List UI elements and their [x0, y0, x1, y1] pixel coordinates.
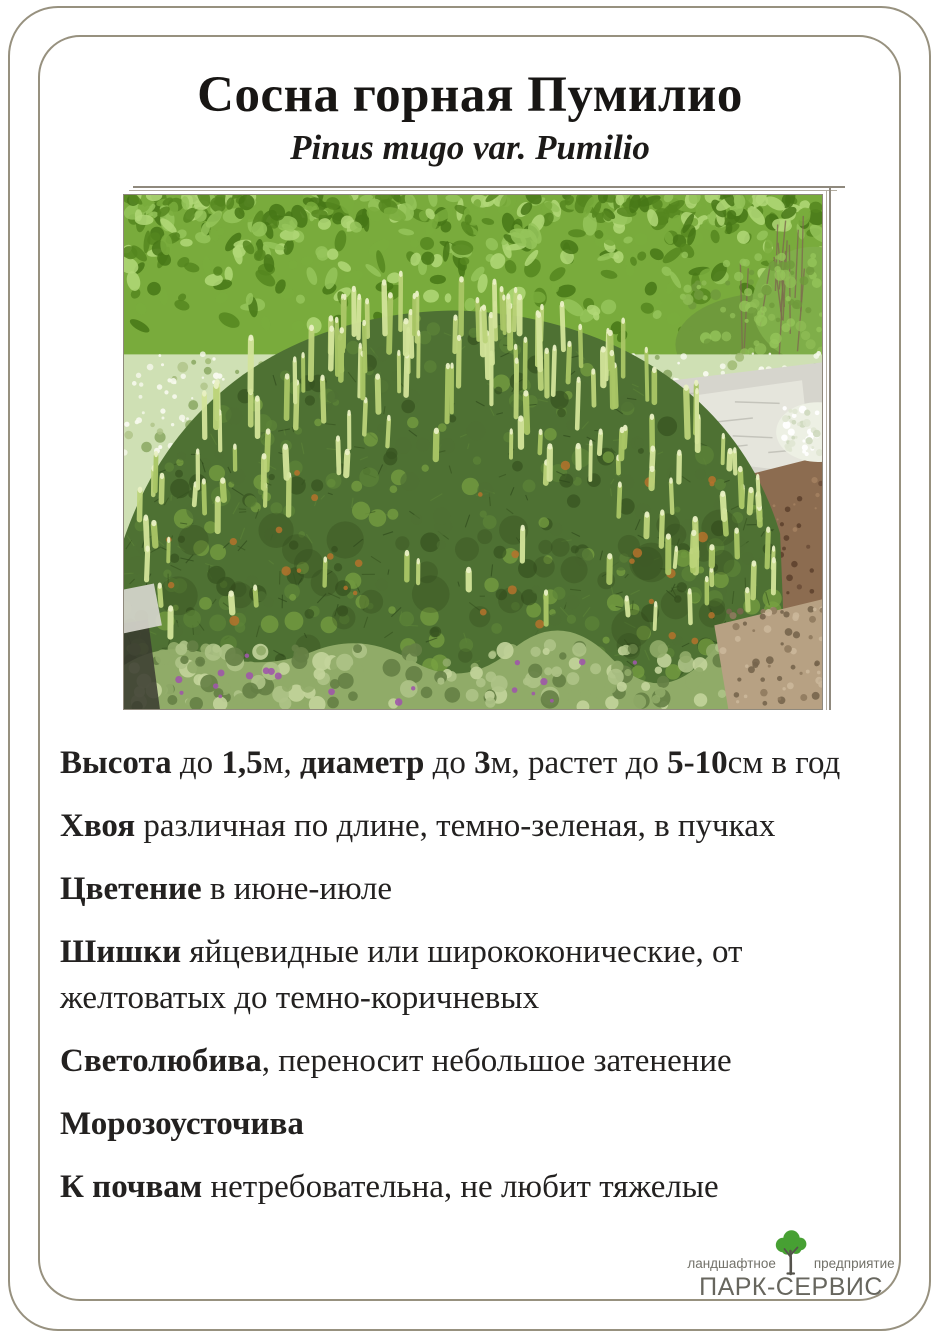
- text-run: различная по длине, темно-зеленая, в пучках: [135, 808, 776, 844]
- text-run: К почвам: [60, 1169, 203, 1205]
- photo-frame-line: [133, 186, 845, 188]
- text-run: Светолюбива: [60, 1043, 262, 1079]
- spec-cones: [60, 929, 894, 1021]
- text-run: в июне-июле: [201, 871, 392, 907]
- text-run: Морозоусточива: [60, 1106, 304, 1142]
- spec-height: [60, 740, 894, 786]
- plant-specs: [60, 740, 894, 1227]
- text-run: яйцевидные или ширококонические, от желтоватых до темно-коричневых: [60, 934, 743, 1016]
- text-run: Шишки: [60, 934, 182, 970]
- text-run: до: [424, 745, 475, 781]
- text-run: Цветение: [60, 871, 202, 907]
- text-run: 3: [474, 745, 491, 781]
- spec-frost: [60, 1101, 894, 1147]
- text-run: Высота: [60, 745, 172, 781]
- spec-soil: [60, 1164, 720, 1210]
- text-run: Хвоя: [60, 808, 136, 844]
- text-run: м,: [262, 745, 301, 781]
- photo-frame-line: [829, 186, 831, 710]
- text-run: 5-10: [667, 745, 728, 781]
- logo-tagline: [684, 1256, 898, 1271]
- text-run: диаметр: [300, 745, 425, 781]
- logo-company-name: ПАРК-СЕРВИС: [699, 1273, 883, 1301]
- text-run: , переносит небольшое затенение: [261, 1043, 732, 1079]
- text-run: см в год: [727, 745, 841, 781]
- plant-photo: [123, 194, 823, 710]
- spec-bloom: [60, 866, 894, 912]
- park-service-logo: [684, 1226, 898, 1302]
- plant-latin-name: Pinus mugo var. Pumilio: [290, 128, 650, 167]
- spec-needles: [60, 803, 894, 849]
- spec-light: [60, 1038, 894, 1084]
- text-run: до: [171, 745, 222, 781]
- text-run: 1,5: [221, 745, 263, 781]
- plant-title: Сосна горная Пумилио: [197, 67, 743, 123]
- text-run: нетребовательна, не любит тяжелые: [202, 1169, 719, 1205]
- logo-word-right: предприятие: [813, 1256, 895, 1271]
- plant-photo-illustration: [123, 194, 823, 710]
- photo-frame-line: [826, 190, 827, 710]
- logo-word-left: ландшафтное: [687, 1256, 776, 1271]
- text-run: м, растет до: [490, 745, 668, 781]
- photo-frame-line: [129, 190, 837, 191]
